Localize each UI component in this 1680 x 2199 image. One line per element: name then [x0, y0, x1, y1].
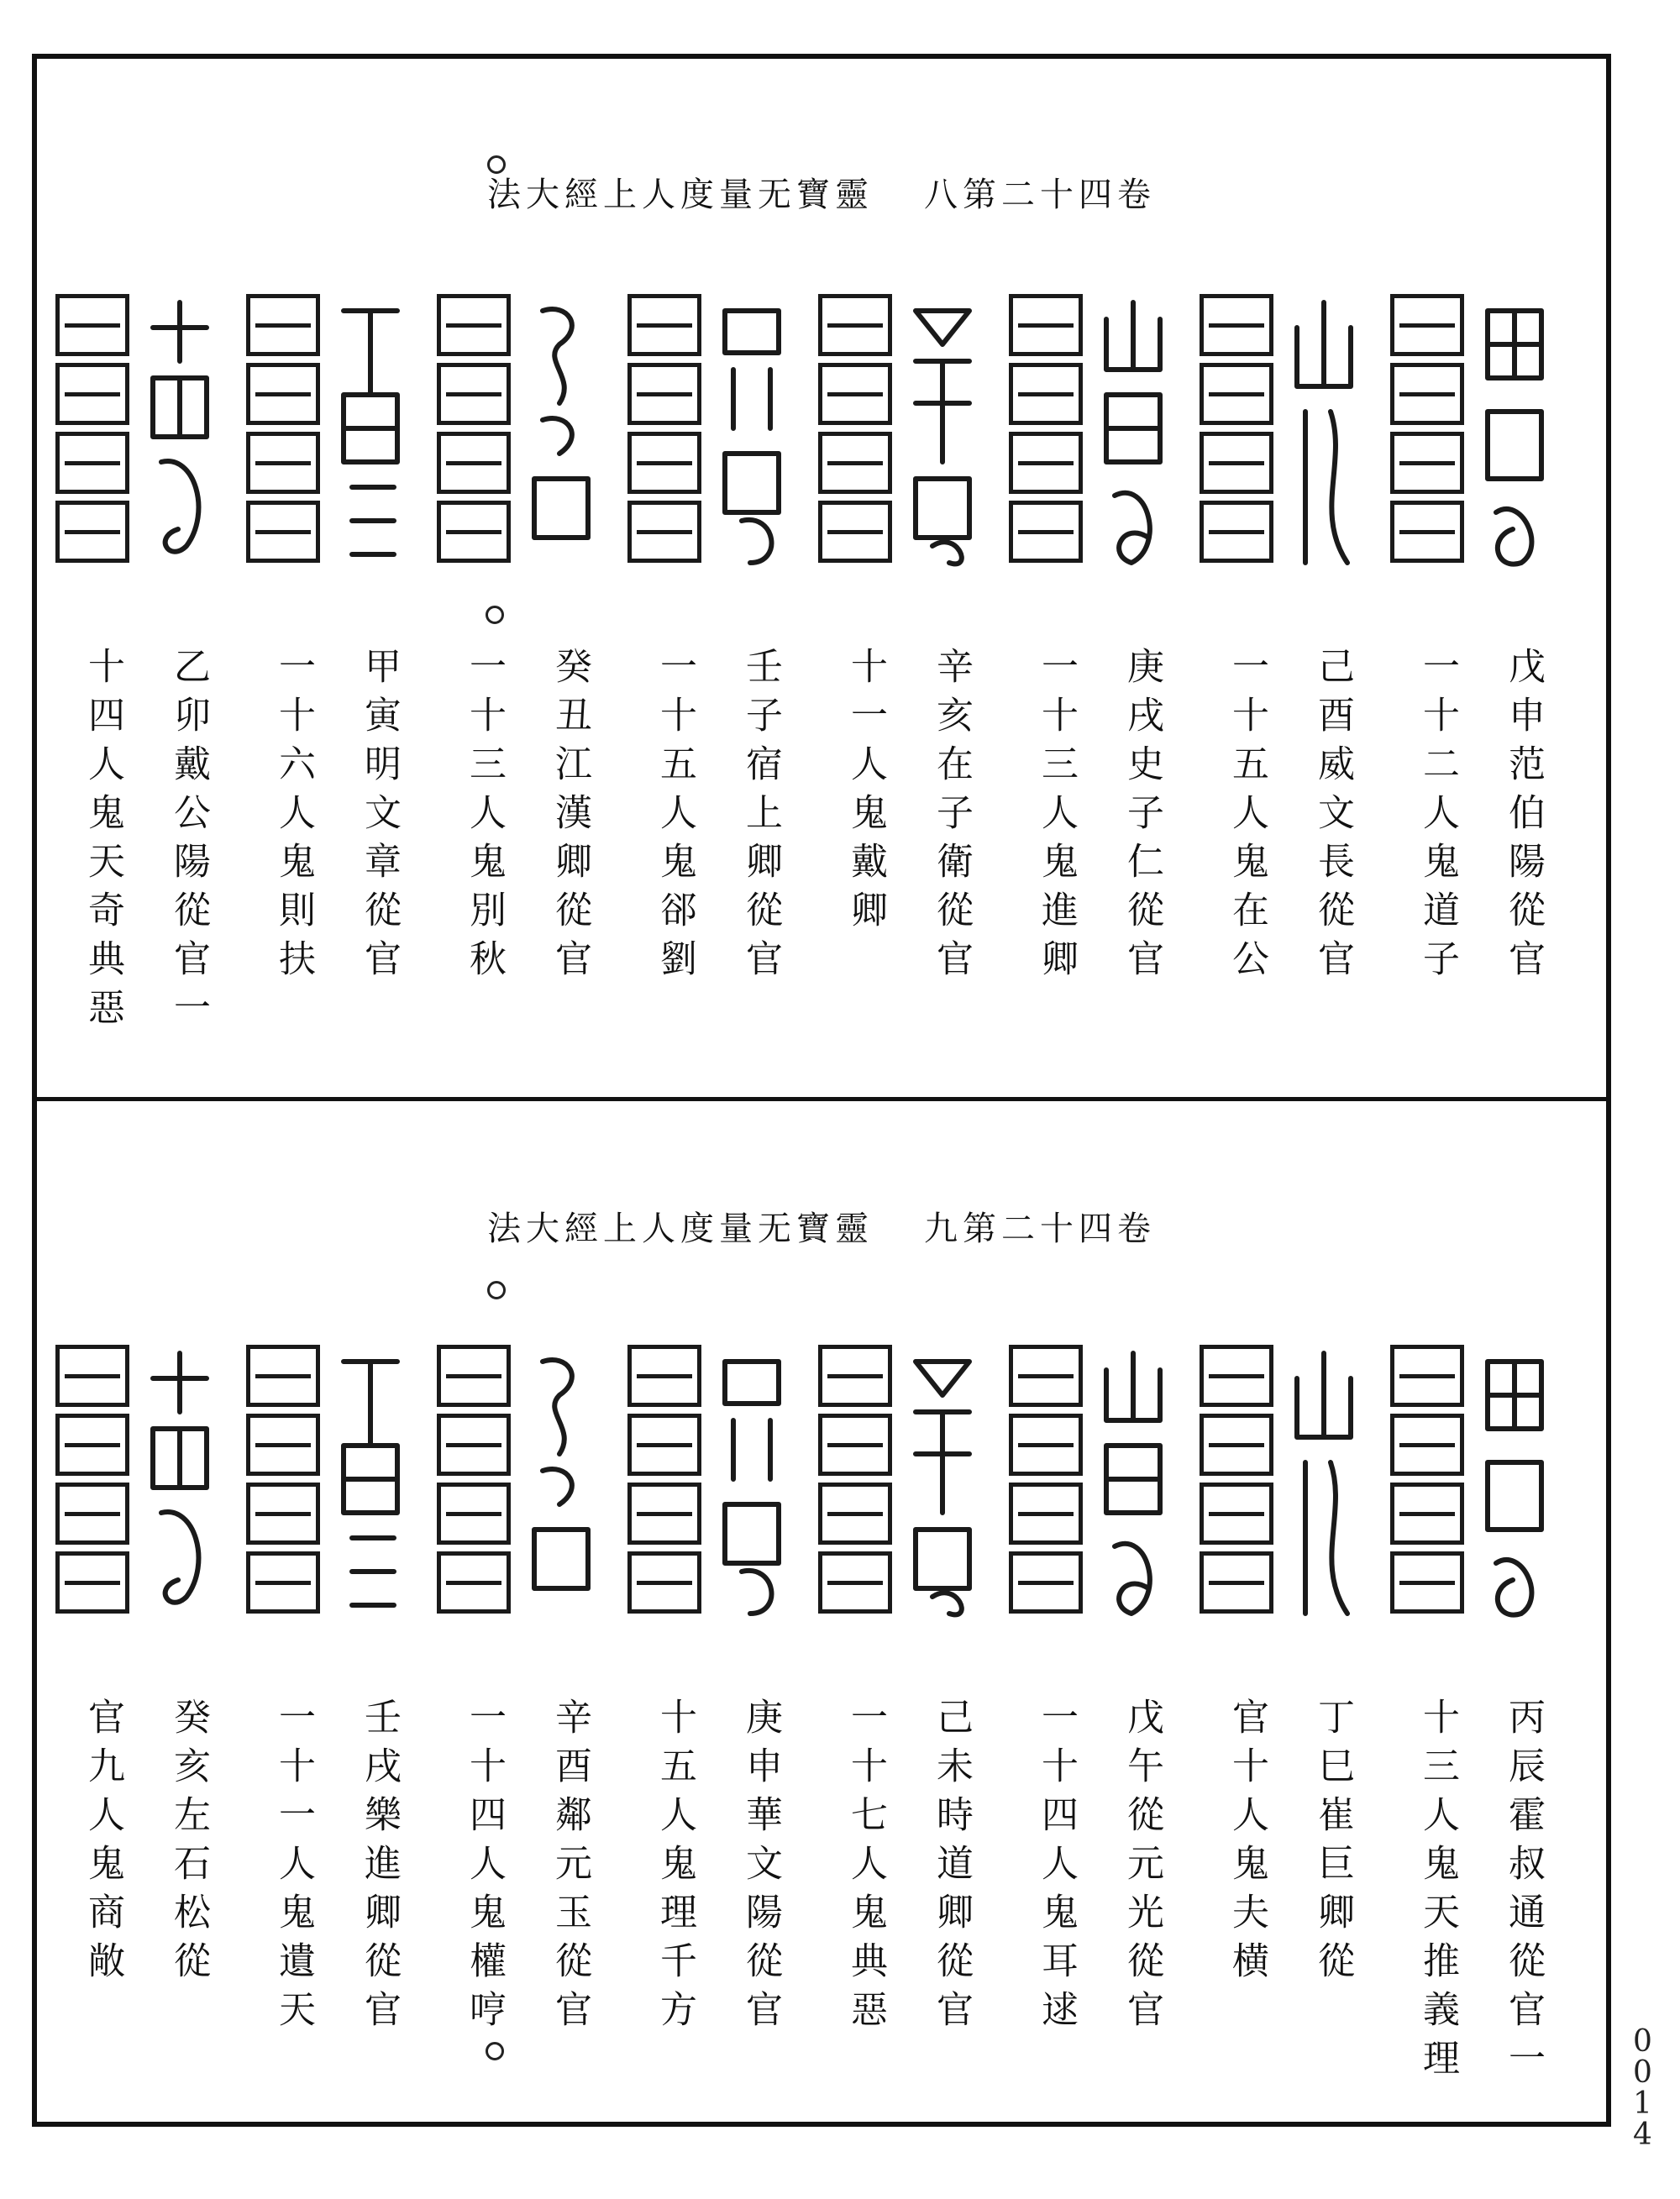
entry-line-first: 辛酉鄰元玉從官	[549, 1698, 591, 2039]
sigil-figure	[708, 294, 795, 571]
seal-stroke	[1009, 1483, 1083, 1545]
entry-line-second: 一十一人鬼遺天	[272, 1698, 315, 2039]
seal-stroke	[246, 294, 320, 356]
entry-line-first: 丙辰霍叔通從官一	[1502, 1698, 1545, 2087]
header-volume: 卷四十二第八	[924, 176, 1156, 214]
talisman-column	[437, 294, 613, 1042]
seal-stroke	[1390, 363, 1464, 425]
seal-stroke	[1390, 1551, 1464, 1614]
entry-line-second: 官九人鬼商敞	[81, 1698, 124, 1990]
entry-line-second: 一十三人鬼別秋	[463, 647, 506, 988]
seal-stroke	[55, 1414, 129, 1476]
seal-stroke	[1200, 1414, 1273, 1476]
talisman-column	[246, 1345, 423, 2092]
seal-stroke	[437, 1551, 511, 1614]
seal-stroke	[818, 1551, 892, 1614]
entry-line-second: 一十五人鬼在公	[1226, 647, 1268, 988]
seal-stroke	[246, 432, 320, 494]
seal-stroke	[437, 294, 511, 356]
seal-stroke	[1200, 1345, 1273, 1407]
sigil-figure	[136, 1345, 223, 1622]
seal-stroke	[1009, 1345, 1083, 1407]
entry-line-second: 一十七人鬼典惡	[844, 1698, 887, 2039]
page-top	[37, 59, 1606, 1097]
sigil-figure	[899, 294, 986, 571]
seal-stroke	[437, 1345, 511, 1407]
entry-line-second: 官十人鬼夫横	[1226, 1698, 1268, 1990]
seal-stroke	[246, 501, 320, 563]
seal-stroke	[1200, 501, 1273, 563]
seal-stroke	[818, 1483, 892, 1545]
entry-line-first: 己酉威文長從官	[1311, 647, 1354, 988]
seal-stroke	[246, 363, 320, 425]
entry-line-first: 庚戌史子仁從官	[1121, 647, 1163, 988]
seal-glyph	[55, 1345, 232, 1622]
entry-line-first: 己未時道卿從官	[930, 1698, 973, 2039]
seal-stroke	[437, 432, 511, 494]
header-title: 靈寶无量度人上經大法	[487, 176, 874, 214]
talisman-column	[437, 1345, 613, 2092]
entry-line-second: 十四人鬼天奇典惡	[81, 647, 124, 1037]
sigil-figure	[899, 1345, 986, 1622]
talisman-column	[1390, 1345, 1567, 2092]
talisman-column	[818, 294, 995, 1042]
seal-stroke	[55, 1345, 129, 1407]
seal-stroke	[818, 501, 892, 563]
seal-glyph	[818, 1345, 995, 1622]
seal-stroke	[437, 501, 511, 563]
seal-stroke	[627, 363, 701, 425]
entry-columns	[71, 294, 1581, 1042]
seal-glyph	[246, 1345, 423, 1622]
seal-stroke	[1009, 1414, 1083, 1476]
sigil-figure	[327, 294, 414, 571]
seal-stroke	[55, 1551, 129, 1614]
seal-stroke	[55, 1483, 129, 1545]
sigil-figure	[708, 1345, 795, 1622]
seal-stroke	[1390, 294, 1464, 356]
seal-stroke	[1390, 432, 1464, 494]
seal-stroke	[55, 432, 129, 494]
seal-glyph	[627, 294, 804, 571]
seal-stroke	[246, 1414, 320, 1476]
sigil-figure	[1280, 1345, 1368, 1622]
seal-stroke	[627, 1414, 701, 1476]
header-volume: 卷四十二第九	[924, 1210, 1156, 1248]
seal-stroke	[1200, 294, 1273, 356]
seal-glyph	[437, 1345, 613, 1622]
seal-glyph	[55, 294, 232, 571]
seal-stroke	[246, 1345, 320, 1407]
seal-stroke	[246, 1551, 320, 1614]
entry-line-second: 十一人鬼戴卿	[844, 647, 887, 939]
talisman-column	[1200, 294, 1376, 1042]
seal-glyph	[1390, 294, 1567, 571]
seal-stroke	[627, 432, 701, 494]
seal-glyph	[246, 294, 423, 571]
seal-stroke	[818, 294, 892, 356]
seal-stroke	[627, 1483, 701, 1545]
seal-glyph	[1200, 1345, 1376, 1622]
seal-stroke	[1009, 432, 1083, 494]
talisman-column	[246, 294, 423, 1042]
seal-stroke	[246, 1483, 320, 1545]
seal-stroke	[818, 1414, 892, 1476]
entry-line-second: 一十二人鬼道子	[1416, 647, 1459, 988]
sigil-figure	[1471, 294, 1558, 571]
entry-columns	[71, 1345, 1581, 2092]
seal-stroke	[627, 1551, 701, 1614]
seal-glyph	[627, 1345, 804, 1622]
seal-stroke	[1390, 1345, 1464, 1407]
sigil-figure	[1089, 294, 1177, 571]
entry-line-first: 癸丑江漢卿從官	[549, 647, 591, 988]
seal-stroke	[1009, 363, 1083, 425]
sigil-figure	[517, 294, 605, 571]
entry-line-first: 辛亥在子衛從官	[930, 647, 973, 988]
seal-stroke	[1200, 1483, 1273, 1545]
sigil-figure	[327, 1345, 414, 1622]
seal-stroke	[1200, 363, 1273, 425]
seal-stroke	[437, 1483, 511, 1545]
page-header	[37, 168, 1606, 216]
entry-line-first: 庚申華文陽從官	[739, 1698, 782, 2039]
seal-glyph	[1200, 294, 1376, 571]
entry-line-second: 一十五人鬼郤劉	[654, 647, 696, 988]
entry-line-second: 一十六人鬼則扶	[272, 647, 315, 988]
seal-stroke	[1009, 1551, 1083, 1614]
seal-stroke	[1009, 501, 1083, 563]
talisman-column	[55, 294, 232, 1042]
sigil-figure	[1280, 294, 1368, 571]
seal-stroke	[1009, 294, 1083, 356]
seal-stroke	[55, 294, 129, 356]
sigil-figure	[136, 294, 223, 571]
seal-stroke	[55, 363, 129, 425]
entry-line-second: 十五人鬼理千方	[654, 1698, 696, 2039]
header-title: 靈寶无量度人上經大法	[487, 1210, 874, 1248]
seal-stroke	[1390, 501, 1464, 563]
entry-line-first: 丁巳崔巨卿從	[1311, 1698, 1354, 1990]
entry-line-first: 戊申范伯陽從官	[1502, 647, 1545, 988]
talisman-column	[627, 294, 804, 1042]
seal-glyph	[1009, 294, 1185, 571]
circle-mark	[487, 1281, 506, 1299]
sigil-figure	[1089, 1345, 1177, 1622]
talisman-column	[1009, 1345, 1185, 2092]
seal-glyph	[818, 294, 995, 571]
seal-stroke	[818, 432, 892, 494]
entry-line-first: 乙卯戴公陽從官一	[167, 647, 210, 1037]
talisman-column	[627, 1345, 804, 2092]
seal-stroke	[55, 501, 129, 563]
entry-line-second: 一十四人鬼耳逑	[1035, 1698, 1078, 2039]
sigil-figure	[1471, 1345, 1558, 1622]
folio-number: 0014	[1625, 2024, 1660, 2149]
entry-line-second: 一十三人鬼進卿	[1035, 647, 1078, 988]
seal-stroke	[818, 1345, 892, 1407]
seal-stroke	[818, 363, 892, 425]
seal-stroke	[627, 501, 701, 563]
talisman-column	[1200, 1345, 1376, 2092]
page-bottom	[37, 1101, 1606, 2122]
talisman-column	[1009, 294, 1185, 1042]
seal-stroke	[437, 363, 511, 425]
seal-stroke	[1390, 1414, 1464, 1476]
seal-glyph	[437, 294, 613, 571]
seal-stroke	[437, 1414, 511, 1476]
talisman-column	[818, 1345, 995, 2092]
seal-stroke	[627, 1345, 701, 1407]
entry-line-first: 壬戌樂進卿從官	[358, 1698, 401, 2039]
seal-stroke	[627, 294, 701, 356]
circle-mark	[487, 155, 506, 174]
entry-line-first: 癸亥左石松從	[167, 1698, 210, 1990]
sigil-figure	[517, 1345, 605, 1622]
seal-glyph	[1390, 1345, 1567, 1622]
entry-line-second: 一十四人鬼權哼	[463, 1698, 506, 2039]
seal-stroke	[1200, 1551, 1273, 1614]
seal-stroke	[1200, 432, 1273, 494]
entry-line-first: 壬子宿上卿從官	[739, 647, 782, 988]
talisman-column	[55, 1345, 232, 2092]
seal-stroke	[1390, 1483, 1464, 1545]
entry-line-first: 甲寅明文章從官	[358, 647, 401, 988]
talisman-column	[1390, 294, 1567, 1042]
entry-line-second: 十三人鬼天推義理	[1416, 1698, 1459, 2087]
seal-glyph	[1009, 1345, 1185, 1622]
entry-line-first: 戊午從元光從官	[1121, 1698, 1163, 2039]
page-header	[37, 1202, 1606, 1250]
